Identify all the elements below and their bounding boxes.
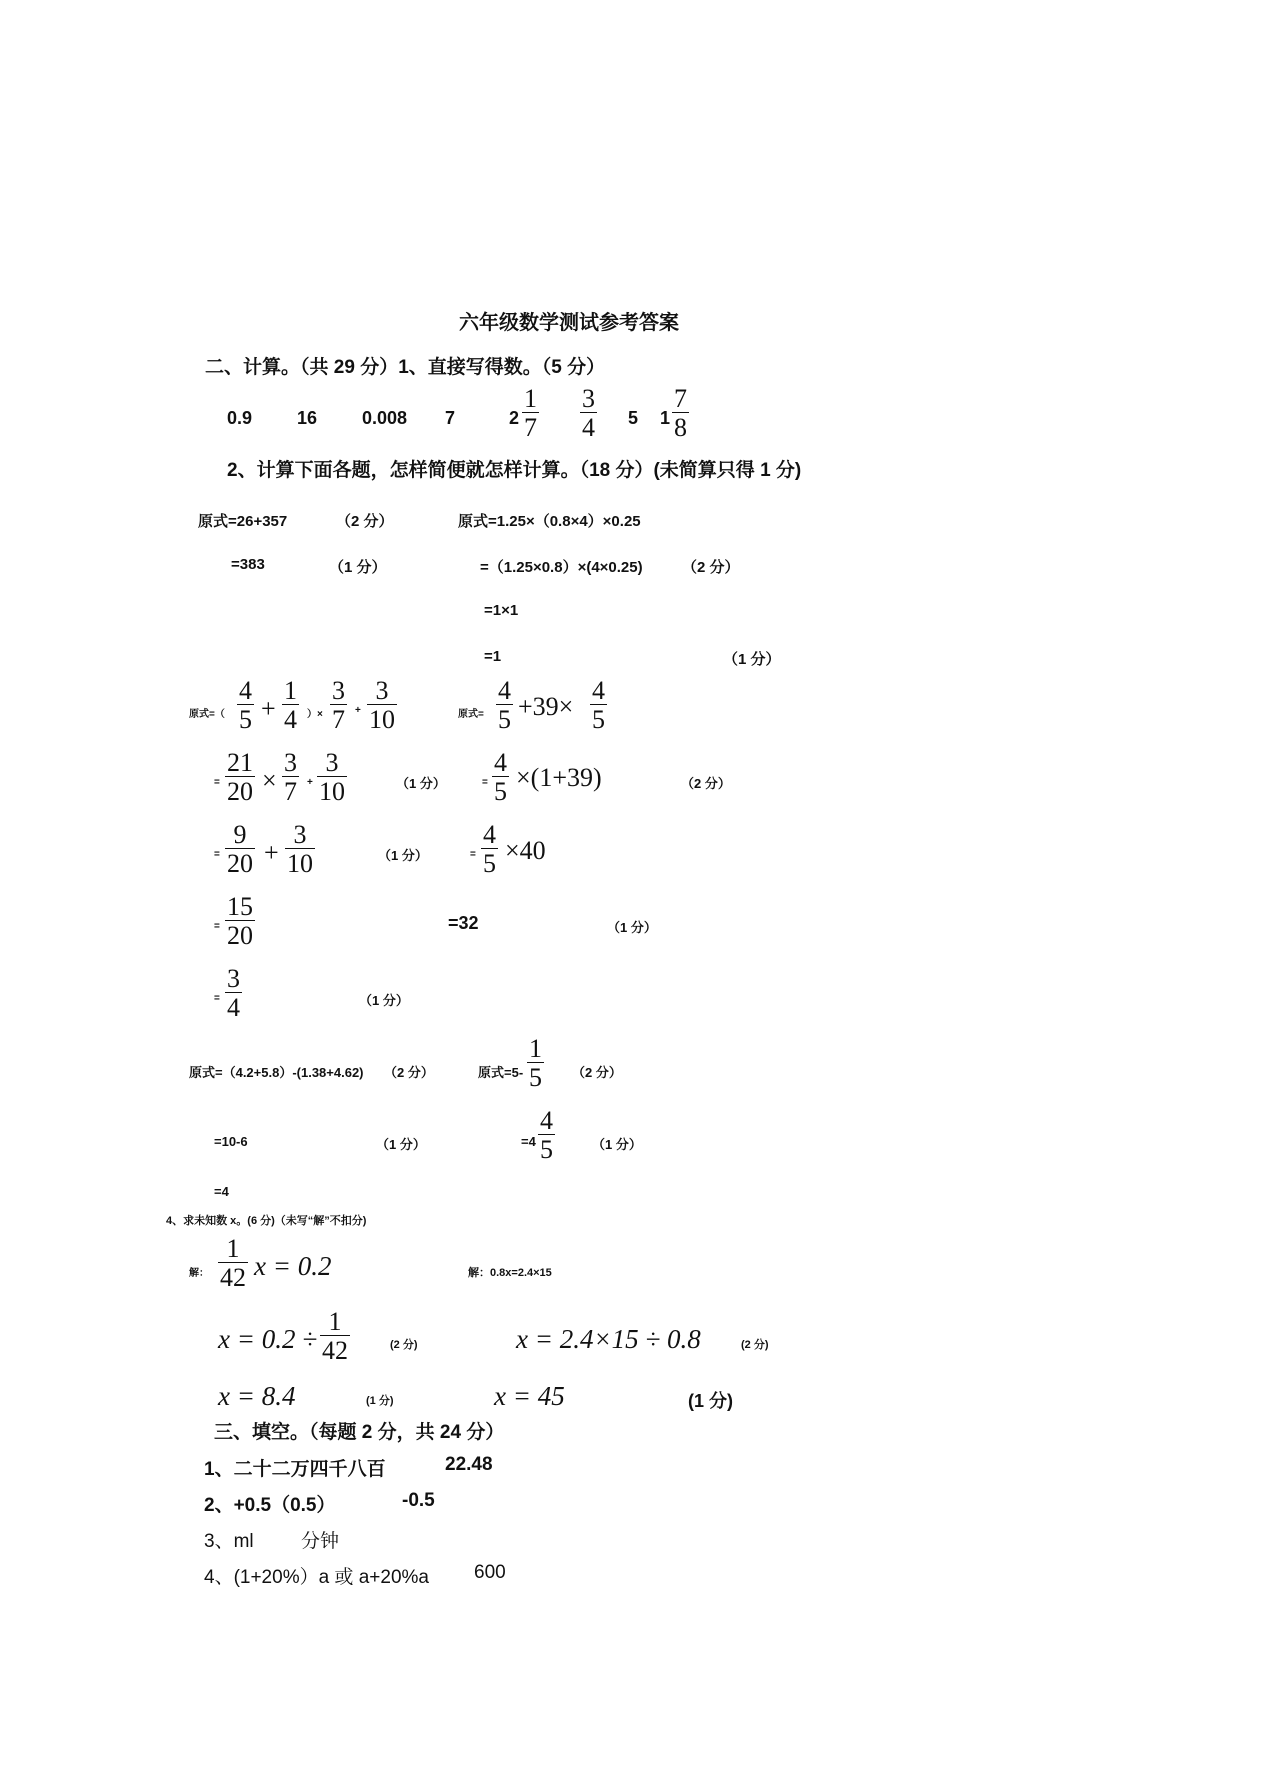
p4-step2-eq: = xyxy=(470,849,476,860)
eq1-line-2-lead: x = 0.2 ÷ xyxy=(218,1324,318,1354)
numerator: 3 xyxy=(284,748,297,777)
numerator: 3 xyxy=(582,384,595,413)
denominator: 7 xyxy=(524,413,537,442)
p3-plus-2: + xyxy=(355,705,361,716)
fill-2-answer: -0.5 xyxy=(402,1490,435,1511)
denominator: 20 xyxy=(227,777,253,806)
p4-step3-mark: （1 分） xyxy=(607,920,657,935)
numerator: 1 xyxy=(226,1234,240,1263)
p3-lead: 原式=（ xyxy=(189,709,225,720)
numerator: 3 xyxy=(227,964,240,993)
p1-line-2: =383 xyxy=(231,556,265,573)
eq2-line-2-mark: (2 分) xyxy=(741,1339,769,1351)
part-4-header: 4、求未知数 x。(6 分)（未写“解”不扣分) xyxy=(166,1215,367,1227)
denominator: 7 xyxy=(332,705,345,734)
p6-line-2-mark: （1 分） xyxy=(592,1137,642,1152)
denominator: 42 xyxy=(220,1263,246,1292)
p3-step1-eq: = xyxy=(214,777,220,788)
fill-4-question: 4、(1+20%）a 或 a+20%a xyxy=(204,1567,429,1588)
numerator: 1 xyxy=(328,1307,342,1336)
numerator: 1 xyxy=(284,676,297,705)
p3-step3-eq: = xyxy=(214,921,220,932)
p3-step2-plus: + xyxy=(264,838,279,867)
direct-answer-8-whole: 1 xyxy=(660,408,671,428)
numerator: 3 xyxy=(325,748,339,777)
p6-line-2-lead: =4 xyxy=(521,1134,536,1149)
part-2-header: 2、计算下面各题，怎样简便就怎样计算。（18 分）(未简算只得 1 分) xyxy=(227,460,802,481)
denominator: 10 xyxy=(287,849,313,878)
p4-step1-rest: ×(1+39) xyxy=(516,763,602,792)
p3-fraction-3 xyxy=(330,678,347,733)
denominator: 5 xyxy=(498,705,511,734)
p4-mid: +39× xyxy=(518,692,574,721)
denominator: 4 xyxy=(582,413,595,442)
numerator: 3 xyxy=(332,676,345,705)
p4-fraction-1 xyxy=(496,678,513,733)
section-2-header: 二、计算。（共 29 分）1、直接写得数。（5 分） xyxy=(205,357,606,378)
direct-answer-5-whole: 2 xyxy=(509,408,520,428)
p3-close-times: ）× xyxy=(307,709,323,720)
numerator: 4 xyxy=(592,676,605,705)
fill-1-question: 1、二十二万四千八百 xyxy=(204,1459,386,1480)
numerator: 4 xyxy=(498,676,511,705)
numerator: 4 xyxy=(483,820,496,849)
p2-line-4: =1 xyxy=(484,648,502,665)
p3-plus: + xyxy=(261,694,276,723)
p4-step2-fraction xyxy=(481,822,498,877)
p3-fraction-2 xyxy=(282,678,299,733)
p4-lead: 原式= xyxy=(458,709,484,720)
denominator: 20 xyxy=(227,849,253,878)
eq2-line-1: 解：0.8x=2.4×15 xyxy=(468,1267,552,1279)
direct-answer-6-fraction xyxy=(580,386,597,441)
p4-step1-fraction xyxy=(492,750,509,805)
p5-line-1: 原式=（4.2+5.8）-(1.38+4.62) xyxy=(189,1065,364,1080)
denominator: 5 xyxy=(239,705,252,734)
p2-line-1: 原式=1.25×（0.8×4）×0.25 xyxy=(458,513,641,530)
fill-4-answer: 600 xyxy=(474,1562,506,1583)
p2-line-2-mark: （2 分） xyxy=(682,559,740,576)
direct-answer-8-fraction xyxy=(672,386,689,441)
direct-answer-3: 0.008 xyxy=(362,408,408,428)
numerator: 3 xyxy=(293,820,307,849)
denominator: 5 xyxy=(592,705,605,734)
p3-step2-fraction-2 xyxy=(285,822,315,877)
p3-step1-times: × xyxy=(262,766,277,795)
numerator: 1 xyxy=(524,384,537,413)
fill-3-answer: 分钟 xyxy=(301,1531,340,1552)
p3-step2-mark: （1 分） xyxy=(378,848,428,863)
numerator: 4 xyxy=(239,676,252,705)
numerator: 4 xyxy=(494,748,507,777)
p4-step3: =32 xyxy=(448,913,479,933)
numerator: 4 xyxy=(540,1106,553,1135)
eq1-line-2-fraction xyxy=(320,1309,350,1364)
eq2-line-3-mark: (1 分) xyxy=(688,1391,733,1411)
p5-line-3: =4 xyxy=(214,1184,229,1199)
p3-step1-fraction-1 xyxy=(225,750,255,805)
numerator: 7 xyxy=(674,384,687,413)
p1-line-1-mark: （2 分） xyxy=(336,513,394,530)
eq1-rest: x = 0.2 xyxy=(254,1251,332,1281)
p1-line-1: 原式=26+357 xyxy=(198,513,288,530)
fill-3-question: 3、ml xyxy=(204,1531,254,1552)
p5-line-1-mark: （2 分） xyxy=(384,1065,434,1080)
numerator: 15 xyxy=(227,892,253,921)
denominator: 5 xyxy=(529,1063,542,1092)
p2-line-3: =1×1 xyxy=(484,602,519,619)
p4-step2-rest: ×40 xyxy=(505,836,546,865)
p4-step1-mark: （2 分） xyxy=(681,776,731,791)
denominator: 5 xyxy=(540,1135,553,1164)
eq1-jie: 解： xyxy=(189,1268,209,1279)
p3-step4-mark: （1 分） xyxy=(359,993,409,1008)
p3-step2-eq: = xyxy=(214,849,220,860)
p3-step1-fraction-3 xyxy=(317,750,347,805)
p1-line-2-mark: （1 分） xyxy=(329,559,387,576)
p3-step1-fraction-2 xyxy=(282,750,299,805)
denominator: 10 xyxy=(369,705,395,734)
numerator: 1 xyxy=(529,1034,542,1063)
p3-step4-eq: = xyxy=(214,993,220,1004)
numerator: 9 xyxy=(233,820,247,849)
denominator: 8 xyxy=(674,413,687,442)
eq1-line-3: x = 8.4 xyxy=(218,1381,296,1411)
fill-2-question: 2、+0.5（0.5） xyxy=(204,1495,336,1516)
p5-line-2-mark: （1 分） xyxy=(376,1137,426,1152)
eq1-fraction xyxy=(218,1236,248,1291)
eq2-line-3: x = 45 xyxy=(494,1381,565,1411)
eq2-line-2: x = 2.4×15 ÷ 0.8 xyxy=(516,1324,701,1354)
p2-line-2: =（1.25×0.8）×(4×0.25) xyxy=(480,559,643,576)
section-3-header: 三、填空。（每题 2 分，共 24 分） xyxy=(214,1422,505,1443)
eq1-line-3-mark: (1 分) xyxy=(366,1395,394,1407)
p4-fraction-2 xyxy=(590,678,607,733)
p3-step1-mark: （1 分） xyxy=(396,776,446,791)
denominator: 5 xyxy=(494,777,507,806)
p6-fraction xyxy=(527,1036,544,1091)
p4-step1-eq: = xyxy=(482,777,488,788)
p2-line-4-mark: （1 分） xyxy=(723,651,781,668)
denominator: 5 xyxy=(483,849,496,878)
p3-fraction-1 xyxy=(237,678,254,733)
denominator: 7 xyxy=(284,777,297,806)
direct-answer-5-fraction xyxy=(522,386,539,441)
fill-1-answer: 22.48 xyxy=(445,1454,493,1475)
eq1-line-2-mark: (2 分) xyxy=(390,1339,418,1351)
p6-lead: 原式=5- xyxy=(478,1065,524,1080)
p3-step1-plus: + xyxy=(307,777,313,788)
direct-answer-2: 16 xyxy=(297,408,318,428)
numerator: 3 xyxy=(375,676,389,705)
denominator: 42 xyxy=(322,1336,348,1365)
p3-step4-fraction xyxy=(225,966,242,1021)
denominator: 10 xyxy=(319,777,345,806)
p5-line-2: =10-6 xyxy=(214,1134,248,1149)
p3-fraction-4 xyxy=(367,678,397,733)
denominator: 20 xyxy=(227,921,253,950)
denominator: 4 xyxy=(284,705,297,734)
direct-answer-1: 0.9 xyxy=(227,408,253,428)
page-title: 六年级数学测试参考答案 xyxy=(459,312,679,334)
direct-answer-7: 5 xyxy=(628,408,639,428)
p6-line-1-mark: （2 分） xyxy=(572,1065,622,1080)
p3-step2-fraction-1 xyxy=(225,822,255,877)
denominator: 4 xyxy=(227,993,240,1022)
p6-line-2-fraction xyxy=(538,1108,555,1163)
p3-step3-fraction xyxy=(225,894,255,949)
numerator: 21 xyxy=(227,748,253,777)
direct-answer-4: 7 xyxy=(445,408,456,428)
